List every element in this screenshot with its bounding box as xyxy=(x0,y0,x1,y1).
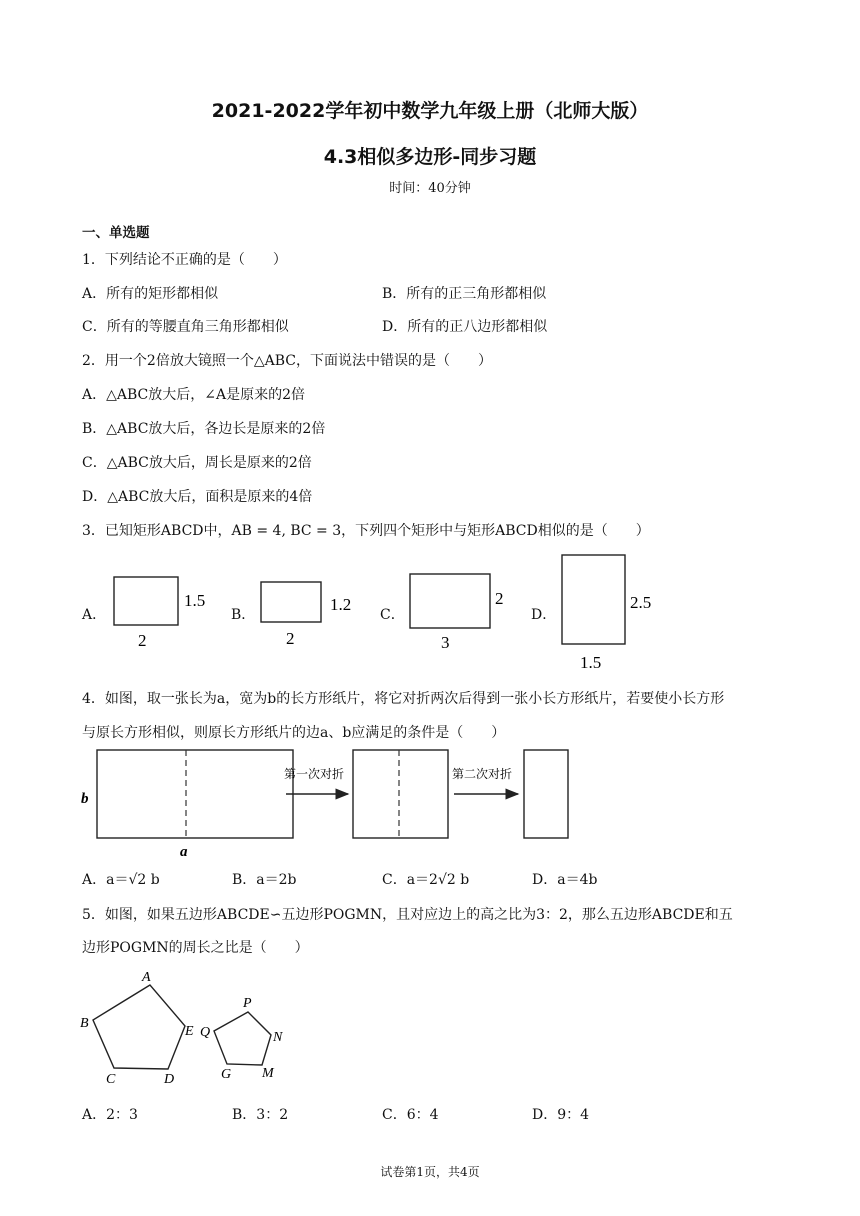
pentagon-abcde xyxy=(93,985,185,1069)
width-label: 2 xyxy=(138,631,147,650)
vertex-q: Q xyxy=(200,1025,211,1040)
q5-option-c: C．6：4 xyxy=(382,1107,439,1123)
width-label: 2 xyxy=(286,629,295,648)
q5-option-b: B．3：2 xyxy=(232,1107,289,1123)
q5-stem-line2: 边形POGMN的周长之比是（ ） xyxy=(82,940,309,956)
width-label: 1.5 xyxy=(580,653,602,672)
side-a-label: a xyxy=(180,844,188,860)
q4-stem-line1: 4．如图，取一张长为a，宽为b的长方形纸片，将它对折两次后得到一张小长方形纸片，若要使小长方形 xyxy=(82,691,725,707)
q4-option-c: C．a＝2√2 b xyxy=(382,872,470,888)
fold2-label: 第二次对折 xyxy=(452,767,513,781)
q3-option-c-letter: C． xyxy=(380,607,405,623)
original-rectangle xyxy=(97,750,293,838)
q1-stem: 1．下列结论不正确的是（ ） xyxy=(82,252,287,268)
section-heading: 一、单选题 xyxy=(82,225,150,241)
rectangle-shape xyxy=(114,577,178,625)
q3-option-d-letter: D． xyxy=(531,607,557,623)
vertex-m: M xyxy=(262,1066,274,1081)
q1-option-b: B．所有的正三角形都相似 xyxy=(382,286,547,302)
q4-option-d: D．a＝4b xyxy=(532,872,598,888)
q5-stem-line1: 5．如图，如果五边形ABCDE∽五边形POGMN，且对应边上的高之比为3：2，那么五边形ABCDE和五 xyxy=(82,907,733,923)
page-footer: 试卷第1页，共4页 xyxy=(380,1165,480,1179)
height-label: 1.5 xyxy=(184,591,206,610)
lesson-title: 4.3相似多边形-同步习题 xyxy=(323,146,537,168)
q2-option-a: A．△ABC放大后，∠A是原来的2倍 xyxy=(82,387,305,403)
height-label: 2 xyxy=(495,589,504,608)
q2-option-d: D．△ABC放大后，面积是原来的4倍 xyxy=(82,489,313,505)
q5-option-d: D．9：4 xyxy=(532,1107,590,1123)
height-label: 1.2 xyxy=(330,595,352,614)
vertex-c: C xyxy=(106,1072,116,1087)
fold1-label: 第一次对折 xyxy=(284,767,345,781)
q4-option-b: B．a＝2b xyxy=(232,872,297,888)
q3-option-d-figure xyxy=(556,550,666,674)
vertex-d: D xyxy=(164,1072,175,1087)
q3-option-c-figure xyxy=(405,568,520,653)
q1-option-d: D．所有的正八边形都相似 xyxy=(382,319,548,335)
q2-option-c: C．△ABC放大后，周长是原来的2倍 xyxy=(82,455,312,471)
q3-option-b-letter: B． xyxy=(231,607,256,623)
vertex-e: E xyxy=(185,1024,194,1039)
q5-pentagon-figure xyxy=(78,965,298,1090)
vertex-p: P xyxy=(243,996,252,1011)
q4-option-a: A．a＝√2 b xyxy=(82,872,160,888)
q4-stem-line2: 与原长方形相似，则原长方形纸片的边a、b应满足的条件是（ ） xyxy=(82,725,506,741)
q3-option-b-figure xyxy=(256,578,366,648)
vertex-g: G xyxy=(221,1067,232,1082)
vertex-a: A xyxy=(142,970,151,985)
rectangle-shape xyxy=(562,555,625,644)
pentagon-pogmn xyxy=(214,1012,271,1065)
vertex-b: B xyxy=(80,1016,89,1031)
q4-folding-figure xyxy=(78,742,578,862)
q3-option-a-figure xyxy=(108,572,218,652)
exam-title: 2021-2022学年初中数学九年级上册（北师大版） xyxy=(211,100,649,122)
time-limit: 时间：40分钟 xyxy=(389,181,471,196)
half-rectangle xyxy=(353,750,448,838)
height-label: 2.5 xyxy=(630,593,652,612)
side-b-label: b xyxy=(81,791,89,807)
q5-option-a: A．2：3 xyxy=(82,1107,138,1123)
quarter-rectangle xyxy=(524,750,568,838)
vertex-n: N xyxy=(273,1030,283,1045)
q2-option-b: B．△ABC放大后，各边长是原来的2倍 xyxy=(82,421,326,437)
q2-stem: 2．用一个2倍放大镜照一个△ABC，下面说法中错误的是（ ） xyxy=(82,353,492,369)
width-label: 3 xyxy=(441,633,450,652)
q3-stem: 3．已知矩形ABCD中，AB = 4, BC = 3，下列四个矩形中与矩形ABCD相似的是（ ） xyxy=(82,523,650,539)
q1-option-a: A．所有的矩形都相似 xyxy=(82,286,219,302)
rectangle-shape xyxy=(410,574,490,628)
q3-option-a-letter: A． xyxy=(82,607,107,623)
rectangle-shape xyxy=(261,582,321,622)
q1-option-c: C．所有的等腰直角三角形都相似 xyxy=(82,319,289,335)
